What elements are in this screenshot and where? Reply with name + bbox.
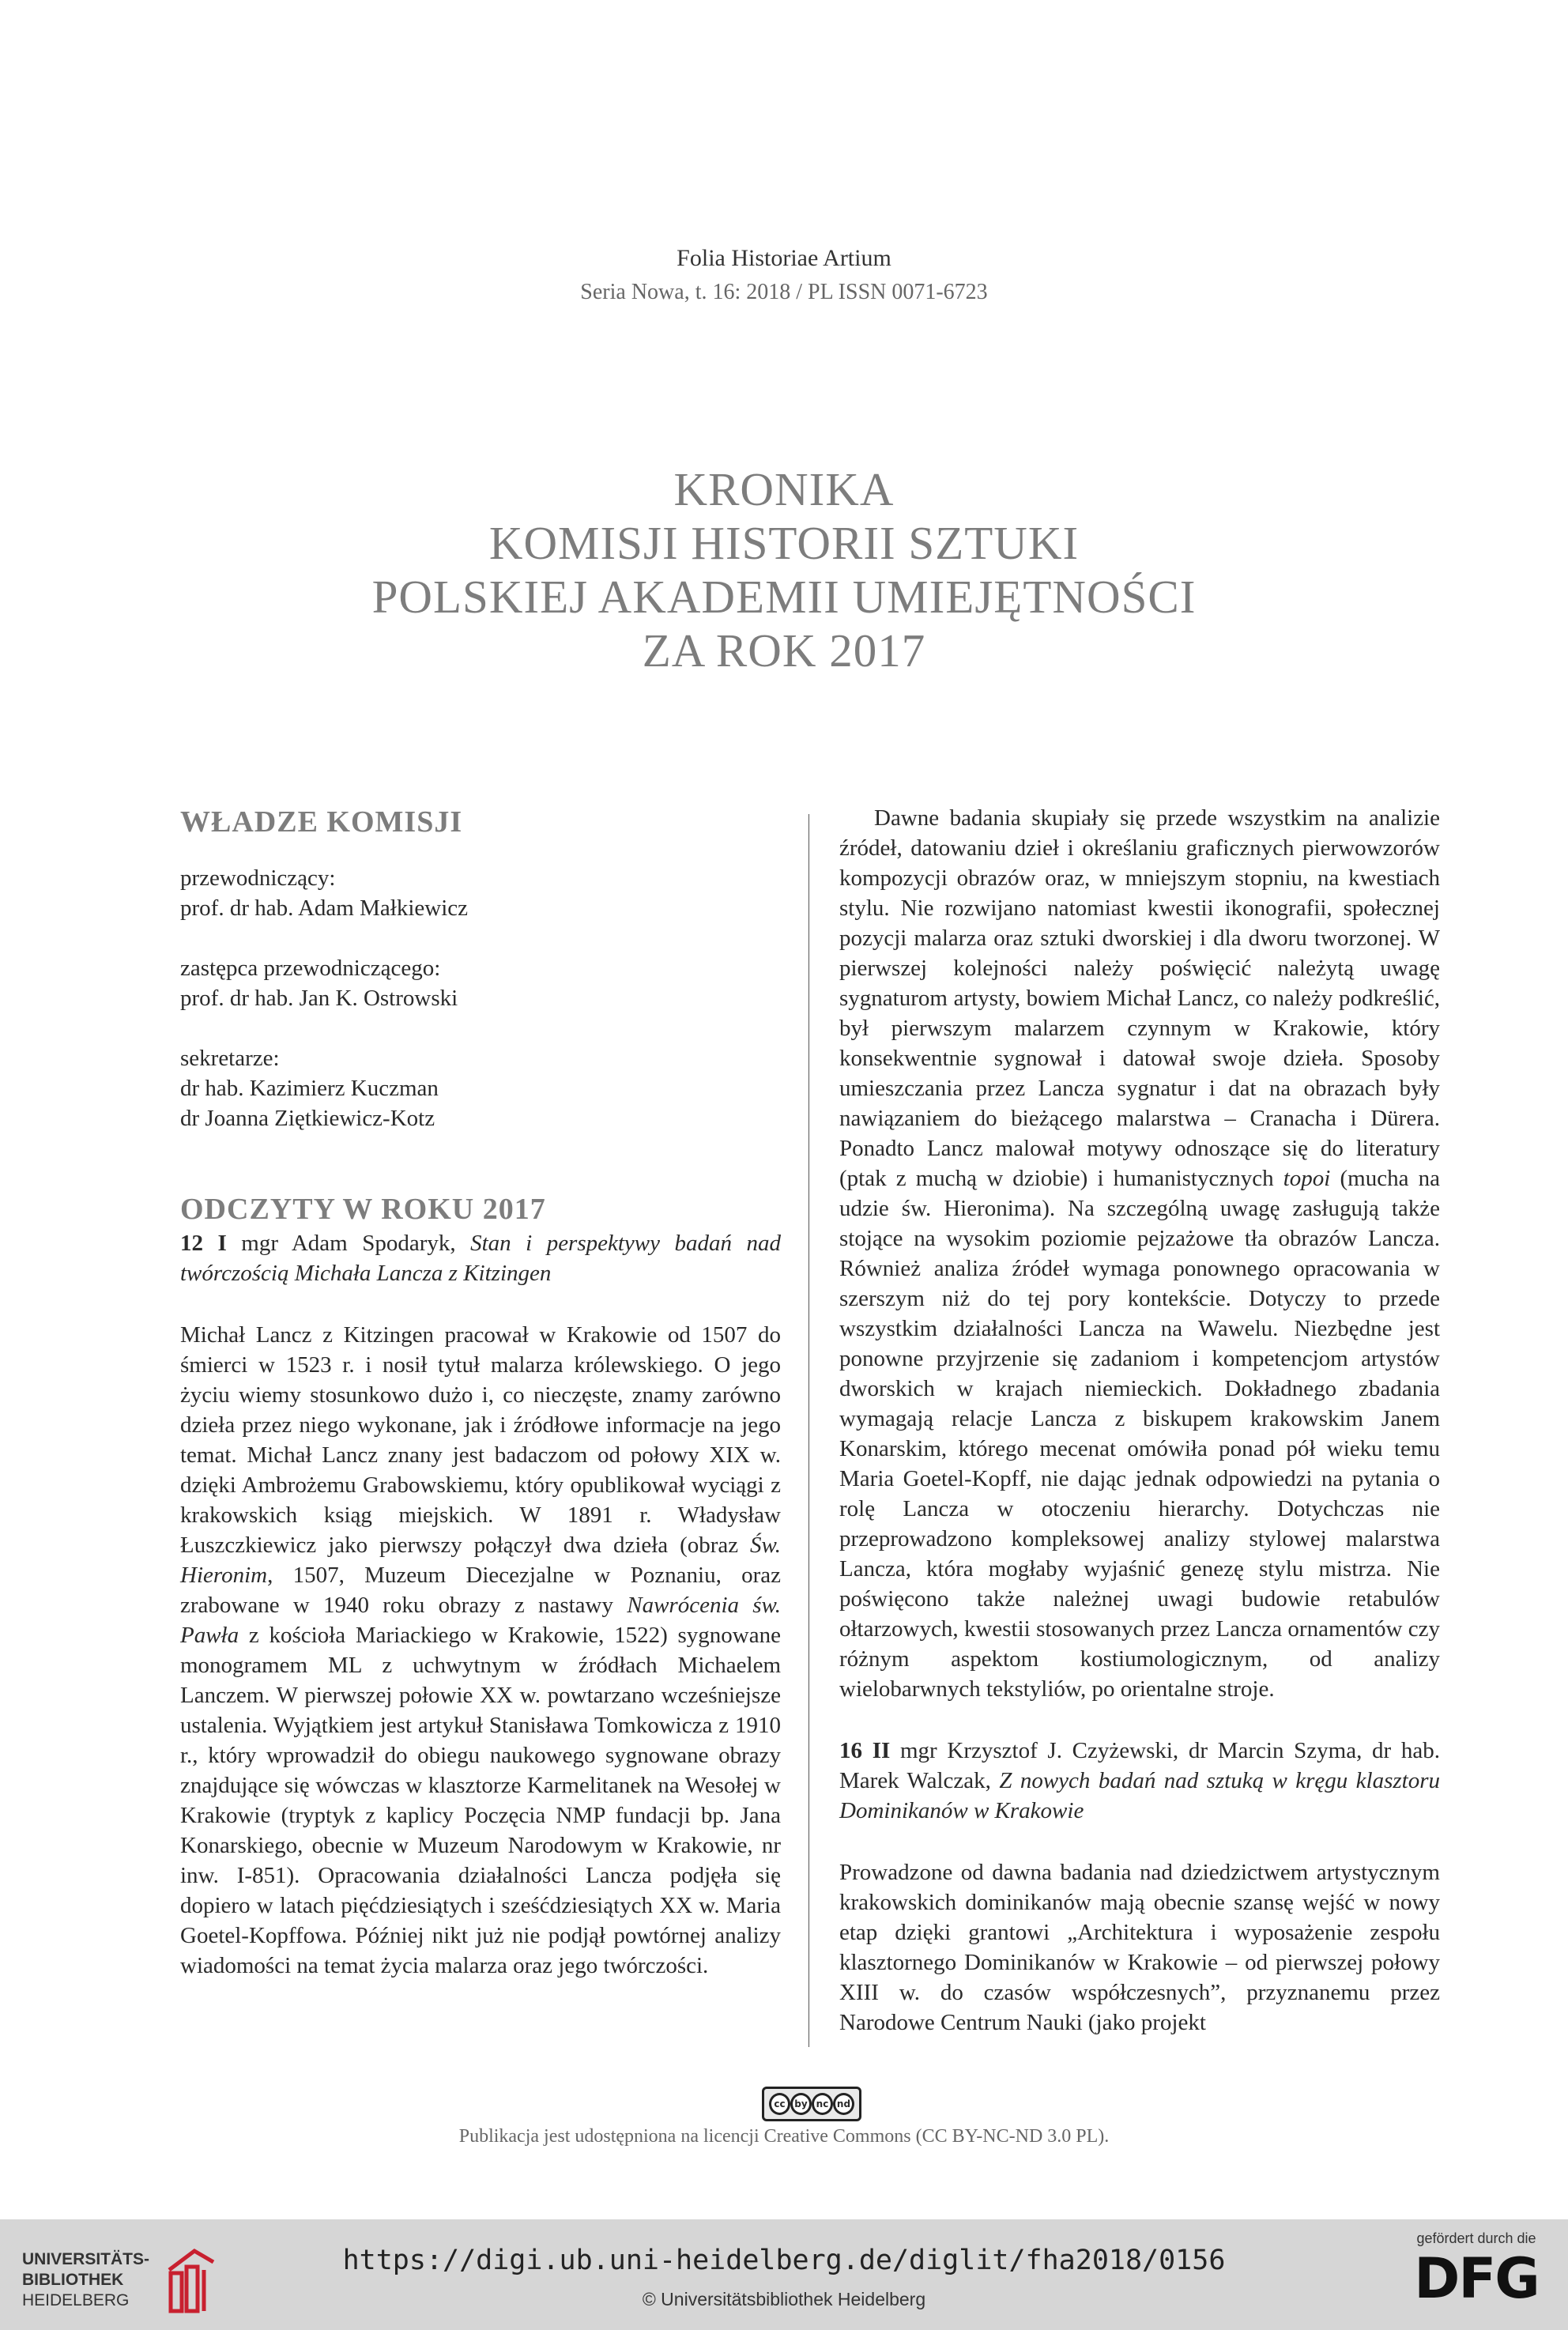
text-run: z kościoła Mariackiego w Krakowie, 1522) sygnowane monogramem ML z uchwytnym w źródłach Michaelem Lanczem. W pierwszej połowie XX w. powtarzano wcześniejsze ustalenia. Wyjątkiem jest artykuł Stanisława Tomkowicza z 1910 r., który wprowadził do obiegu naukowego sygnowane obrazy znajdujące się wówczas w klasztorze Karmelitanek na Wesołej w Krakowie (tryptyk z kaplicy Poczęcia NMP fundacji bp. Jana Konarskiego, obecnie w Muzeum Narodowym w Krakowie, nr inw. I-851). Opracowania działalności Lancza podjęła się dopiero w latach pięćdziesiątych i sześćdziesiątych XX w. Maria Goetel-Kopffowa. Później nikt już nie podjął powtórnej analizy wiadomości na temat życia malarza oraz jego twórczości.	[180, 1623, 781, 1978]
role-name: dr Joanna Ziętkiewicz-Kotz	[180, 1106, 435, 1131]
library-name-line: HEIDELBERG	[22, 2291, 130, 2309]
funding-note: gefördert durch die	[1416, 2230, 1536, 2246]
text-run: (mucha na udzie św. Hieronima). Na szczególną uwagę zasługują także stojące na wysokim poziomie pejzażowe tła obrazów Lancza. Również analiza źródeł wymaga ponownego opracowania w szerszym niż do tej pory kontekście. Dotyczy to przede wszystkim działalności Lancza na Wawelu. Niezbędne jest ponowne przyjrzenie się zadaniom i kompetencjom artystów dworskich w krajach niemieckich. Dokładnego zbadania wymagają relacje Lancza z biskupem krakowskim Janem Konarskim, którego mecenat omówiła ponad pół wieku temu Maria Goetel-Kopff, nie dając jednak odpowiedzi na pytania o rolę Lancza w otoczeniu hierarchy. Dotychczas nie przeprowadzono kompleksowej analizy stylowej malarstwa Lancza, która mogłaby wyjaśnić genezę stylu mistrza. Nie poświęcono także należnej uwagi budowie retabulów ołtarzowych, kwestii stosowanych przez Lancza ornamentów czy różnym aspektom kostiumologicznym, od analizy wielobarwnych tekstyliów, po orientalne stroje.	[839, 1166, 1440, 1702]
title-line: POLSKIEJ AKADEMII UMIEJĘTNOŚCI	[371, 571, 1197, 623]
lecture-speaker: mgr Krzysztof J. Czyżewski, dr Marcin Szyma, dr hab. Marek Walczak,	[839, 1738, 1441, 1793]
text-run: Michał Lancz z Kitzingen pracował w Krakowie od 1507 do śmierci w 1523 r. i nosił tytuł malarza królewskiego. O jego życiu wiemy stosunkowo dużo i, co nieczęste, znamy zarówno dzieła przez niego wykonane, jak i źródłowe informacje na jego temat. Michał Lancz znany jest badaczom od połowy XIX w. dzięki Ambrożemu Grabowskiemu, który opublikował wyciągi z krakowskich ksiąg miejskich. W 1891 r. Władysław Łuszczkiewicz jako pierwszy połączył dwa dzieła (obraz	[180, 1322, 781, 1558]
italic-run: Nawrócenia św. Pawła	[180, 1593, 781, 1648]
library-name-line: BIBLIOTHEK	[22, 2271, 124, 2289]
main-title	[0, 462, 1568, 677]
lecture-date: 12 I	[180, 1231, 227, 1256]
title-line: ZA ROK 2017	[642, 624, 926, 677]
section-heading-lectures: ODCZYTY W ROKU 2017	[180, 1193, 546, 1226]
role-label: przewodniczący:	[180, 865, 336, 891]
journal-name: Folia Historiae Artium	[677, 245, 891, 271]
role-name: prof. dr hab. Adam Małkiewicz	[180, 895, 469, 921]
italic-run: Św. Hieronim	[180, 1533, 781, 1588]
role-secretaries	[180, 1043, 781, 1133]
nd-icon: nd	[833, 2093, 854, 2115]
lecture-entry-1	[180, 1228, 781, 1288]
text-run: , 1507, Muzeum Diecezjalne w Poznaniu, oraz zrabowane w 1940 roku obrazy z nastawy	[180, 1563, 781, 1618]
footer-bar	[0, 2219, 1568, 2330]
role-label: zastępca przewodniczącego:	[180, 956, 441, 981]
document-url-link[interactable]: https://digi.ub.uni-heidelberg.de/diglit/fha2018/0156	[342, 2245, 1226, 2276]
role-name: dr hab. Kazimierz Kuczman	[180, 1076, 439, 1101]
lecture-2-paragraph-1: Prowadzone od dawna badania nad dziedzictwem artystycznym krakowskich dominikanów mają obecnie szansę wejść w nowy etap dzięki grantowi „Architektura i wyposażenie zespołu klasztornego Dominikanów w Krakowie – od pierwszej połowy XIII w. do czasów współczesnych”, przyznanemu przez Narodowe Centrum Nauki (jako projekt	[839, 1860, 1440, 2035]
role-name: prof. dr hab. Jan K. Ostrowski	[180, 986, 458, 1011]
lecture-entry-2	[839, 1736, 1440, 1826]
nc-icon: nc	[812, 2093, 833, 2115]
role-label: sekretarze:	[180, 1046, 280, 1071]
license-text: Publikacja jest udostępniona na licencji Creative Commons (CC BY-NC-ND 3.0 PL).	[458, 2126, 1110, 2147]
lecture-title: Z nowych badań nad sztuką w kręgu klasztoru Dominikanów w Krakowie	[839, 1768, 1440, 1823]
lecture-1-paragraph-2	[839, 803, 1440, 1704]
cc-license-badge[interactable]	[762, 2087, 861, 2121]
journal-series: Seria Nowa, t. 16: 2018 / PL ISSN 0071-6723	[580, 280, 988, 304]
role-chair	[180, 863, 781, 923]
lecture-title: Stan i perspektywy badań nad twórczością Michała Lancza z Kitzingen	[180, 1231, 781, 1286]
dfg-logo[interactable]	[1397, 2230, 1555, 2325]
italic-run: topoi	[1283, 1166, 1331, 1191]
by-icon: by	[790, 2093, 812, 2115]
library-name-line: UNIVERSITÄTS-	[22, 2250, 150, 2268]
dfg-wordmark: DFG	[1414, 2246, 1539, 2311]
left-column	[180, 803, 781, 1981]
lecture-1-paragraph-1	[180, 1320, 781, 1981]
lecture-date: 16 II	[839, 1738, 891, 1763]
title-line: KOMISJI HISTORII SZTUKI	[488, 517, 1080, 569]
lecture-speaker: mgr Adam Spodaryk,	[241, 1231, 456, 1256]
column-divider	[808, 814, 809, 2047]
section-heading-authorities: WŁADZE KOMISJI	[180, 805, 463, 839]
title-line: KRONIKA	[673, 463, 895, 515]
cc-icon: cc	[769, 2093, 790, 2115]
text-run: Dawne badania skupiały się przede wszystkim na analizie źródeł, datowaniu dzieł i określaniu graficznych pierwowzorów kompozycji obrazów oraz, w mniejszym stopniu, na kwestiach stylu. Nie rozwijano natomiast kwestii ikonografii, społecznej pozycji malarza oraz sztuki dworskiej i dla dworu tworzonej. W pierwszej kolejności należy poświęcić należytą uwagę sygnaturom artysty, bowiem Michał Lancz, co należy podkreślić, był pierwszym malarzem czynnym w Krakowie, który konsekwentnie sygnował i datował swoje dzieła. Sposoby umieszczania przez Lancza sygnatur i dat na obrazach były nawiązaniem do bieżącego malarstwa – Cranacha i Dürera. Ponadto Lancz malował motywy odnoszące się do literatury (ptak z muchą w dziobie) i humanistycznych	[839, 805, 1440, 1191]
right-column	[839, 803, 1440, 2038]
role-deputy	[180, 953, 781, 1013]
copyright-text: © Universitätsbibliothek Heidelberg	[642, 2289, 926, 2309]
